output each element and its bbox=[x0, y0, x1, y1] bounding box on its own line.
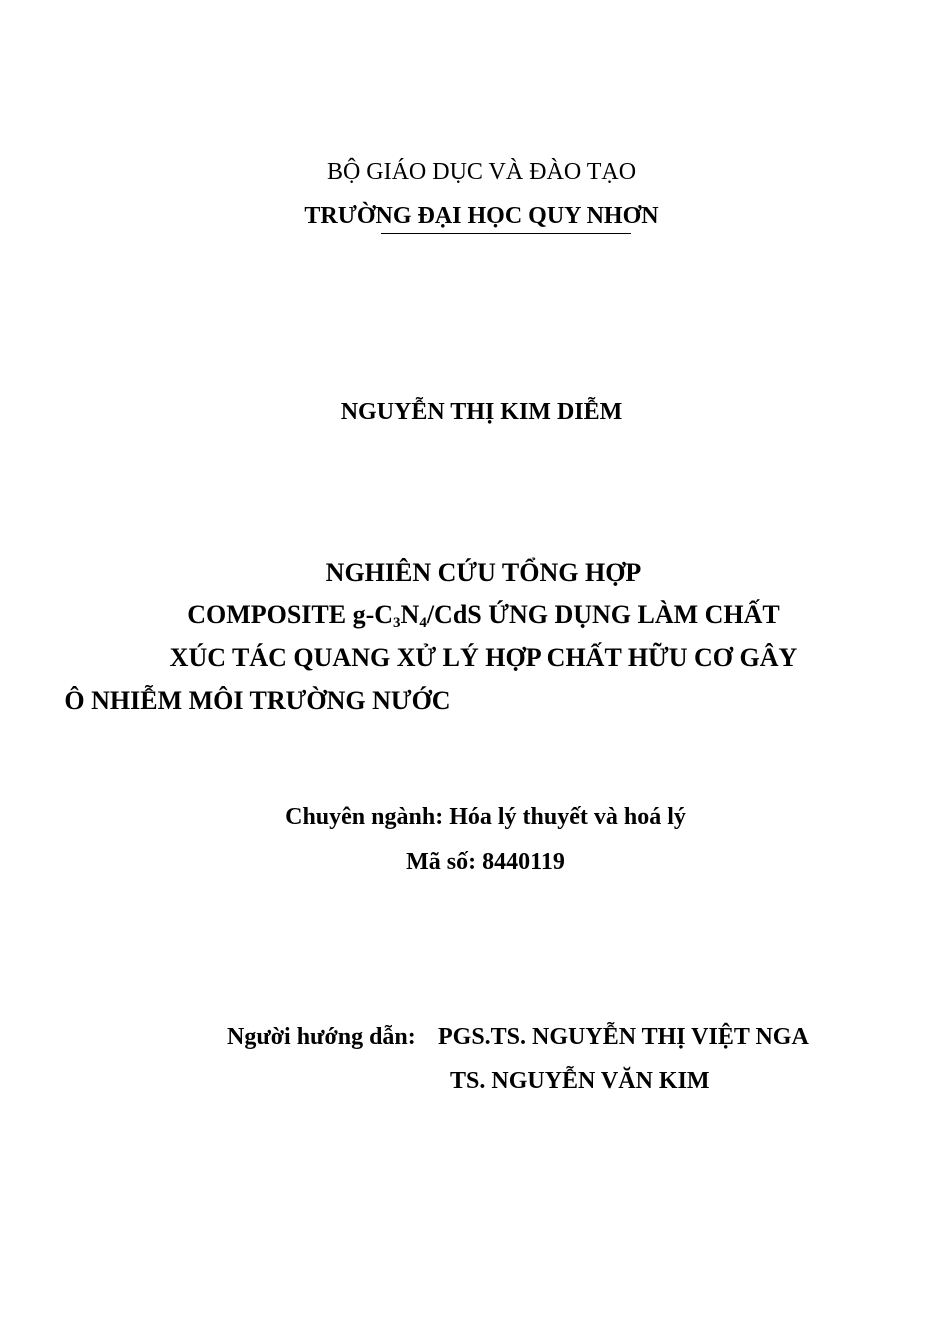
title-line-2-suffix: /CdS ỨNG DỤNG LÀM CHẤT bbox=[426, 600, 780, 629]
university-underline bbox=[381, 233, 631, 234]
thesis-title-line-2 bbox=[12, 600, 943, 631]
major-code: Mã số: 8440119 bbox=[406, 849, 565, 875]
advisor-name-1: PGS.TS. NGUYỄN THỊ VIỆT NGA bbox=[438, 1024, 809, 1050]
advisor-name-2: TS. NGUYỄN VĂN KIM bbox=[450, 1068, 710, 1094]
thesis-title-line-4: Ô NHIỄM MÔI TRƯỜNG NƯỚC bbox=[64, 686, 451, 715]
advisor-label: Người hướng dẫn: bbox=[227, 1024, 416, 1050]
thesis-title-line-1: NGHIÊN CỨU TỔNG HỢP bbox=[325, 558, 642, 587]
subscript-4: 4 bbox=[419, 615, 427, 631]
major: Chuyên ngành: Hóa lý thuyết và hoá lý bbox=[285, 804, 686, 830]
ministry-name: BỘ GIÁO DỤC VÀ ĐÀO TẠO bbox=[326, 159, 637, 185]
thesis-title-line-3: XÚC TÁC QUANG XỬ LÝ HỢP CHẤT HỮU CƠ GÂY bbox=[169, 643, 798, 672]
title-line-2-prefix: COMPOSITE g-C bbox=[187, 600, 394, 629]
university-name: TRƯỜNG ĐẠI HỌC QUY NHƠN bbox=[304, 203, 659, 229]
subscript-3: 3 bbox=[393, 615, 401, 631]
title-line-2-mid: N bbox=[400, 600, 420, 629]
author-name: NGUYỄN THỊ KIM DIỄM bbox=[340, 399, 623, 425]
